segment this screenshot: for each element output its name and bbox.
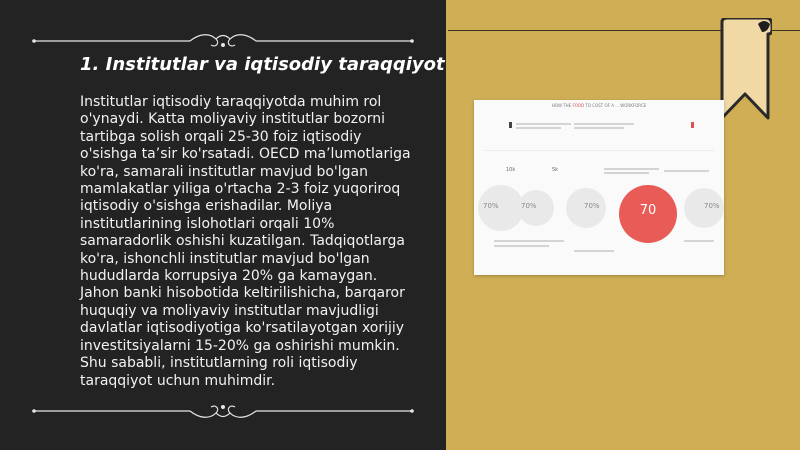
infographic-header-end: TO COST OF A ... WORKFORCE [585,103,647,108]
infographic-percent-label: 70% [704,202,720,210]
infographic-text-line [494,245,549,247]
infographic-marker [509,122,512,128]
infographic-text-line [574,127,624,129]
infographic-marker [691,122,694,128]
infographic-highlight-value: 70 [639,203,657,218]
infographic-small-label: 10k [506,167,516,173]
infographic-percent-label: 70% [584,202,600,210]
infographic-image [474,100,724,275]
infographic-text-line [516,123,571,125]
infographic-header [474,103,724,108]
infographic-header-start: HOW THE [551,103,572,108]
bookmark-ribbon-icon [718,18,772,120]
infographic-text-line [604,172,649,174]
infographic-text-line [664,170,709,172]
infographic-text-line [684,240,714,242]
infographic-text-line [516,127,561,129]
ornament-divider-bottom [30,400,416,422]
infographic-percent-label: 70% [521,202,537,210]
infographic-divider [484,150,714,151]
infographic-percent-label: 70% [483,202,499,210]
infographic-text-line [494,240,564,242]
infographic-text-line [574,250,614,252]
infographic-text-line [604,168,659,170]
infographic-small-label: 5k [552,167,559,173]
slide-title: 1. Institutlar va iqtisodiy taraqqiyot [80,54,445,75]
ornament-divider-top [30,30,416,52]
slide-body-text: Institutlar iqtisodiy taraqqiyotda muhim rol o'ynaydi. Katta moliyaviy institutlar bozorni tartibga solish orqali 25-30 foiz iqtisodiy o'sishga ta’sir ko'rsatadi. OECD ma’lumotlariga ko'ra, samarali institutlar mavjud bo'lgan mamlakatlar yiliga o'rtacha 2-3 foiz yuqoriroq iqtisodiy o'sishga erishadilar. Moliya institutlarining islohotlari orqali 10% samaradorlik oshishi kuzatilgan. Tadqiqotlarga ko'ra, ishonchli institutlar mavjud bo'lgan hududlarda korrupsiya 20% ga kamaygan. Jahon banki hisobotida keltirilishicha, barqaror huquqiy va moliyaviy institutlar mavjudligi davlatlar iqtisodiyotiga ko'rsatilayotgan xorijiy investitsiyalarni 15-20% ga oshirishi mumkin. Shu sababli, institutlarning roli iqtisodiy taraqqiyot uchun muhimdir. [80,94,411,389]
infographic-highlight-circle [619,185,677,243]
infographic-header-accent: FOOD [572,103,585,108]
infographic-text-line [574,123,634,125]
